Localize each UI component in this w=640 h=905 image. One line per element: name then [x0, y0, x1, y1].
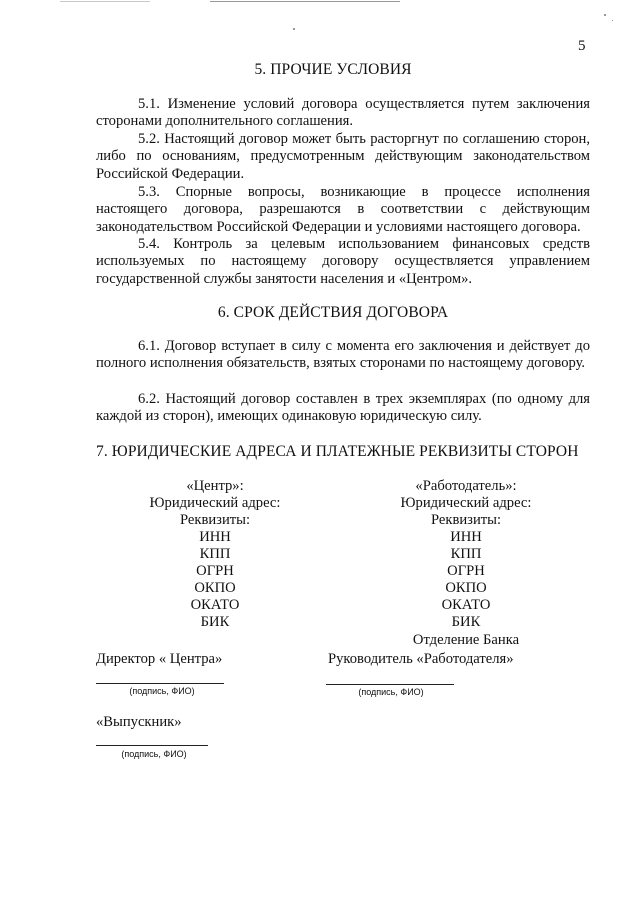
- employer-field-ogrn: ОГРН: [447, 563, 485, 579]
- center-field-inn: ИНН: [199, 529, 231, 545]
- employer-name: «Работодатель»:: [415, 478, 517, 494]
- employer-head-label: Руководитель «Работодателя»: [328, 651, 514, 667]
- paragraph-6-2: 6.2. Настоящий договор составлен в трех экземплярах (по одному для каждой из сторон), имеющих одинаковую юридическую силу.: [96, 391, 590, 425]
- center-field-okato: ОКАТО: [190, 597, 240, 613]
- scan-speck: [293, 28, 295, 30]
- center-field-bik: БИК: [200, 614, 230, 630]
- paragraph-6-1: 6.1. Договор вступает в силу с момента его заключения и действует до полного исполнения обязательств, взятых сторонами по настоящему договору.: [96, 338, 590, 372]
- center-field-ogrn: ОГРН: [196, 563, 234, 579]
- employer-field-kpp: КПП: [450, 546, 482, 562]
- center-requisites-label: Реквизиты:: [179, 512, 251, 528]
- scan-artifact-line: [210, 1, 400, 2]
- employer-field-bik: БИК: [451, 614, 481, 630]
- section-7-title: 7. ЮРИДИЧЕСКИЕ АДРЕСА И ПЛАТЕЖНЫЕ РЕКВИЗИТЫ СТОРОН: [96, 443, 579, 460]
- center-director-label: Директор « Центра»: [96, 651, 223, 667]
- employer-field-inn: ИНН: [450, 529, 482, 545]
- section-5-title: 5. ПРОЧИЕ УСЛОВИЯ: [254, 61, 412, 78]
- center-signature-line: [96, 683, 224, 684]
- paragraph-5-3: 5.3. Спорные вопросы, возникающие в процессе исполнения настоящего договора, разрешаются в соответствии с действующим законодательством Российской Федерации и условиями настоящего договора.: [96, 184, 590, 235]
- employer-signature-caption: (подпись, ФИО): [358, 687, 424, 697]
- center-field-kpp: КПП: [199, 546, 231, 562]
- page-number: 5: [578, 38, 586, 54]
- scan-speck: [604, 14, 606, 16]
- employer-signature-line: [326, 684, 454, 685]
- center-address-label: Юридический адрес:: [149, 495, 281, 511]
- graduate-signature-line: [96, 745, 208, 746]
- paragraph-5-1: 5.1. Изменение условий договора осуществляется путем заключения сторонами дополнительного соглашения.: [96, 96, 590, 130]
- employer-bank: Отделение Банка: [412, 632, 520, 648]
- scan-artifact-line: [60, 1, 150, 2]
- paragraph-5-2: 5.2. Настоящий договор может быть расторгнут по соглашению сторон, либо по основаниям, предусмотренным действующим законодательством Российской Федерации.: [96, 131, 590, 182]
- employer-requisites-label: Реквизиты:: [430, 512, 502, 528]
- employer-field-okpo: ОКПО: [445, 580, 487, 596]
- center-signature-caption: (подпись, ФИО): [129, 686, 195, 696]
- employer-field-okato: ОКАТО: [441, 597, 491, 613]
- graduate-signature-caption: (подпись, ФИО): [121, 749, 187, 759]
- paragraph-5-4: 5.4. Контроль за целевым использованием финансовых средств используемых по настоящему договору осуществляется управлением государственной службы занятости населения и «Центром».: [96, 236, 590, 287]
- graduate-label: «Выпускник»: [96, 714, 182, 730]
- employer-address-label: Юридический адрес:: [400, 495, 532, 511]
- center-name: «Центр»:: [186, 478, 244, 494]
- center-field-okpo: ОКПО: [194, 580, 236, 596]
- section-6-title: 6. СРОК ДЕЙСТВИЯ ДОГОВОРА: [217, 304, 449, 321]
- scan-speck: [612, 20, 613, 21]
